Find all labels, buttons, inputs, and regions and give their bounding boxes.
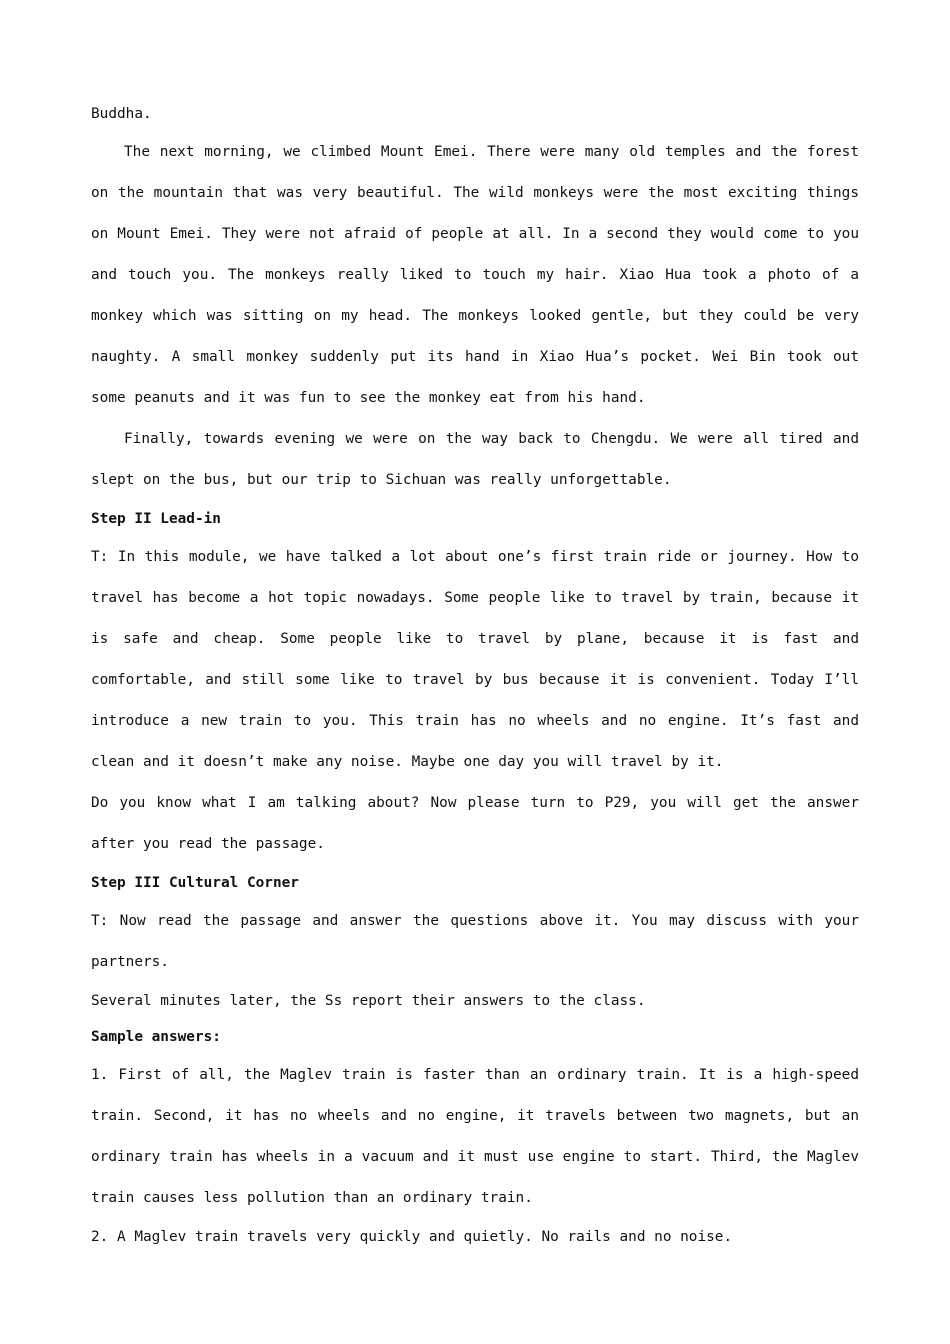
- document-page: [91, 96, 859, 1255]
- heading-step-2: Step II Lead-in: [91, 511, 221, 527]
- heading-sample-answers: Sample answers:: [91, 1029, 221, 1045]
- answer-1: 1. First of all, the Maglev train is faster than an ordinary train. It is a high-speed train. Second, it has no wheels and no engine, it travels between two magnets, but an ordinary train has wheels in a vacuum and it must use engine to start. Third, the Maglev train causes less pollution than an ordinary train.: [91, 1067, 859, 1206]
- heading-step-3: Step III Cultural Corner: [91, 875, 299, 891]
- paragraph-buddha: Buddha.: [91, 106, 152, 122]
- paragraph-question: Do you know what I am talking about? Now please turn to P29, you will get the answer after you read the passage.: [91, 795, 859, 852]
- paragraph-report: Several minutes later, the Ss report their answers to the class.: [91, 993, 646, 1009]
- paragraph-mount-emei: The next morning, we climbed Mount Emei. There were many old temples and the forest on the mountain that was very beautiful. The wild monkeys were the most exciting things on Mount Emei. They were not afraid of people at all. In a second they would come to you and touch you. The monkeys really liked to touch my hair. Xiao Hua took a photo of a monkey which was sitting on my head. The monkeys looked gentle, but they could be very naughty. A small monkey suddenly put its hand in Xiao Hua’s pocket. Wei Bin took out some peanuts and it was fun to see the monkey eat from his hand.: [91, 144, 859, 406]
- paragraph-return-chengdu: Finally, towards evening we were on the way back to Chengdu. We were all tired and slept on the bus, but our trip to Sichuan was really unforgettable.: [91, 431, 859, 488]
- paragraph-lead-in: T: In this module, we have talked a lot about one’s first train ride or journey. How to travel has become a hot topic nowadays. Some people like to travel by train, because it is safe and cheap. Some people like to travel by plane, because it is fast and comfortable, and still some like to travel by bus because it is convenient. Today I’ll introduce a new train to you. This train has no wheels and no engine. It’s fast and clean and it doesn’t make any noise. Maybe one day you will travel by it.: [91, 549, 859, 770]
- paragraph-read-passage: T: Now read the passage and answer the questions above it. You may discuss with your partners.: [91, 913, 859, 970]
- answer-2: 2. A Maglev train travels very quickly and quietly. No rails and no noise.: [91, 1229, 733, 1245]
